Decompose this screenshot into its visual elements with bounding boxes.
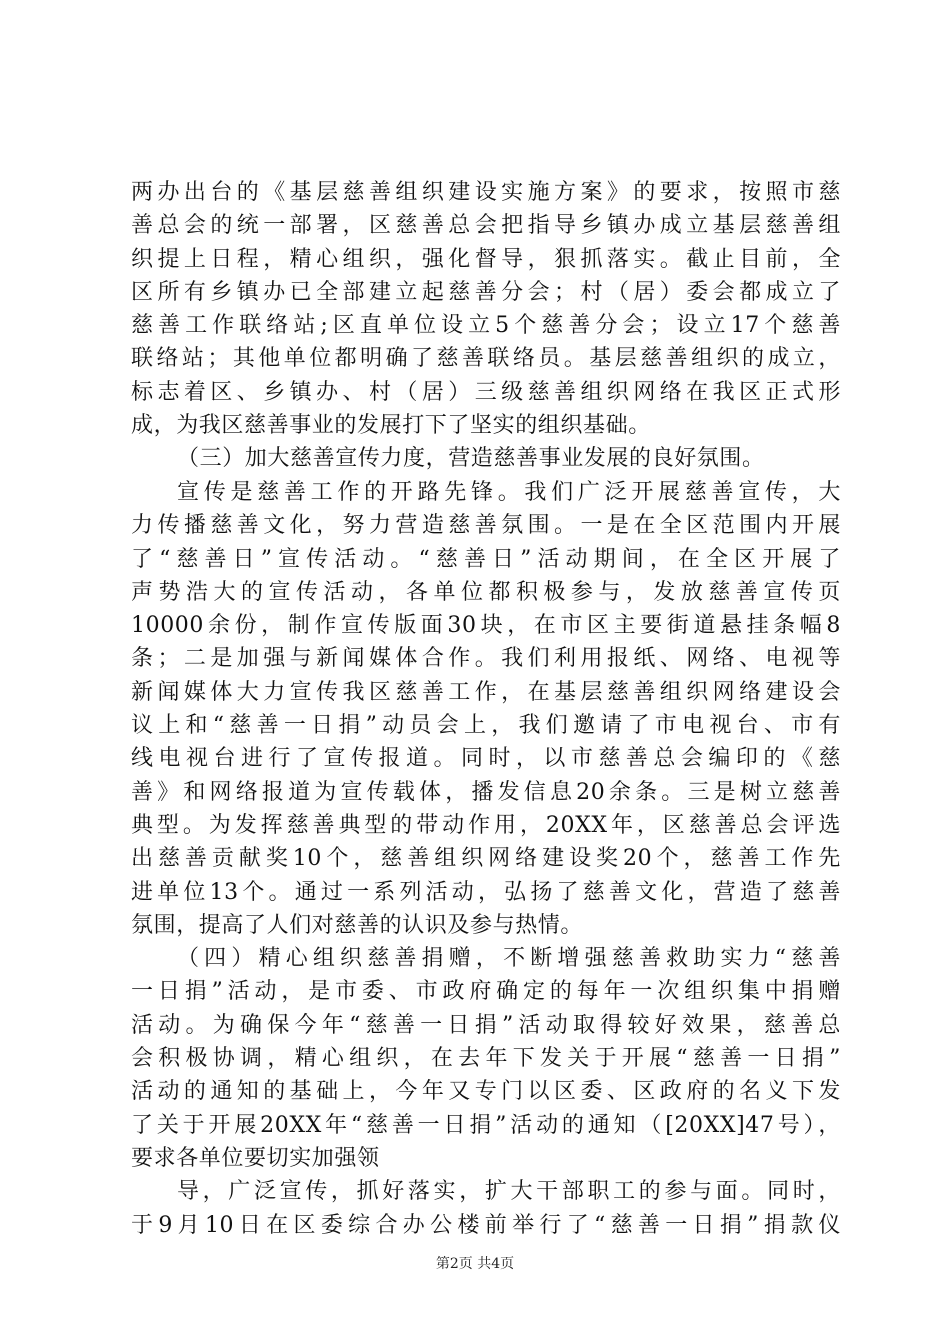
page-footer: 第2页 共4页 bbox=[435, 1256, 515, 1272]
text-line: 于9月10日在区委综合办公楼前举行了“慈善一日捐”捐款仪 bbox=[131, 1212, 841, 1238]
text-line: 声势浩大的宣传活动，各单位都积极参与，发放慈善宣传页 bbox=[131, 579, 841, 605]
paragraph-organization-building bbox=[131, 176, 841, 476]
text-line: 一日捐”活动，是市委、市政府确定的每年一次组织集中捐赠 bbox=[131, 979, 841, 1005]
text-line: 成，为我区慈善事业的发展打下了坚实的组织基础。 bbox=[131, 413, 651, 439]
text-line: 进单位13个。通过一系列活动，弘扬了慈善文化，营造了慈善 bbox=[131, 879, 841, 905]
text-line: 要求各单位要切实加强领 bbox=[131, 1145, 380, 1171]
text-line: 10000余份，制作宣传版面30块，在市区主要街道悬挂条幅8 bbox=[131, 613, 841, 639]
text-line: 导，广泛宣传，抓好落实，扩大干部职工的参与面。同时， bbox=[177, 1179, 841, 1205]
text-line: 标志着区、乡镇办、村（居）三级慈善组织网络在我区正式形 bbox=[131, 379, 841, 405]
text-line: 织提上日程，精心组织，强化督导，狠抓落实。截止目前，全 bbox=[131, 246, 841, 272]
paragraph-publicity bbox=[131, 476, 841, 1242]
text-line: 条；二是加强与新闻媒体合作。我们利用报纸、网络、电视等 bbox=[131, 646, 841, 672]
text-line: 线电视台进行了宣传报道。同时，以市慈善总会编印的《慈 bbox=[131, 746, 841, 772]
text-line: 新闻媒体大力宣传我区慈善工作，在基层慈善组织网络建设会 bbox=[131, 679, 841, 705]
text-line: 力传播慈善文化，努力营造慈善氛围。一是在全区范围内开展 bbox=[131, 513, 841, 539]
text-line: 活动的通知的基础上，今年又专门以区委、区政府的名义下发 bbox=[131, 1079, 841, 1105]
text-line: 会积极协调，精心组织，在去年下发关于开展“慈善一日捐” bbox=[131, 1046, 841, 1072]
text-line: 典型。为发挥慈善典型的带动作用，20XX年，区慈善总会评选 bbox=[131, 812, 841, 838]
text-line: 宣传是慈善工作的开路先锋。我们广泛开展慈善宣传，大 bbox=[177, 480, 841, 505]
text-line: 出慈善贡献奖10个，慈善组织网络建设奖20个，慈善工作先 bbox=[131, 846, 841, 872]
text-line: 联络站；其他单位都明确了慈善联络员。基层慈善组织的成立， bbox=[131, 346, 841, 372]
section-heading-4: （四）精心组织慈善捐赠，不断增强慈善救助实力“慈善 bbox=[177, 946, 841, 972]
text-line: 善总会的统一部署，区慈善总会把指导乡镇办成立基层慈善组 bbox=[131, 213, 841, 239]
text-line: 区所有乡镇办已全部建立起慈善分会；村（居）委会都成立了 bbox=[131, 279, 841, 305]
text-line: 善》和网络报道为宣传载体，播发信息20余条。三是树立慈善 bbox=[131, 779, 841, 805]
text-line: 活动。为确保今年“慈善一日捐”活动取得较好效果，慈善总 bbox=[131, 1012, 841, 1038]
text-line: 氛围，提高了人们对慈善的认识及参与热情。 bbox=[131, 912, 584, 938]
text-line: 议上和“慈善一日捐”动员会上，我们邀请了市电视台、市有 bbox=[131, 713, 841, 739]
text-line: 了关于开展20XX年“慈善一日捐”活动的通知（[20XX]47号）， bbox=[131, 1112, 841, 1138]
text-line: 两办出台的《基层慈善组织建设实施方案》的要求，按照市慈 bbox=[131, 180, 841, 205]
text-line: 慈善工作联络站;区直单位设立5个慈善分会；设立17个慈善 bbox=[131, 313, 841, 339]
text-line: 了“慈善日”宣传活动。“慈善日”活动期间，在全区开展了 bbox=[131, 546, 841, 572]
section-heading-3: （三）加大慈善宣传力度，营造慈善事业发展的良好氛围。 bbox=[177, 446, 765, 472]
